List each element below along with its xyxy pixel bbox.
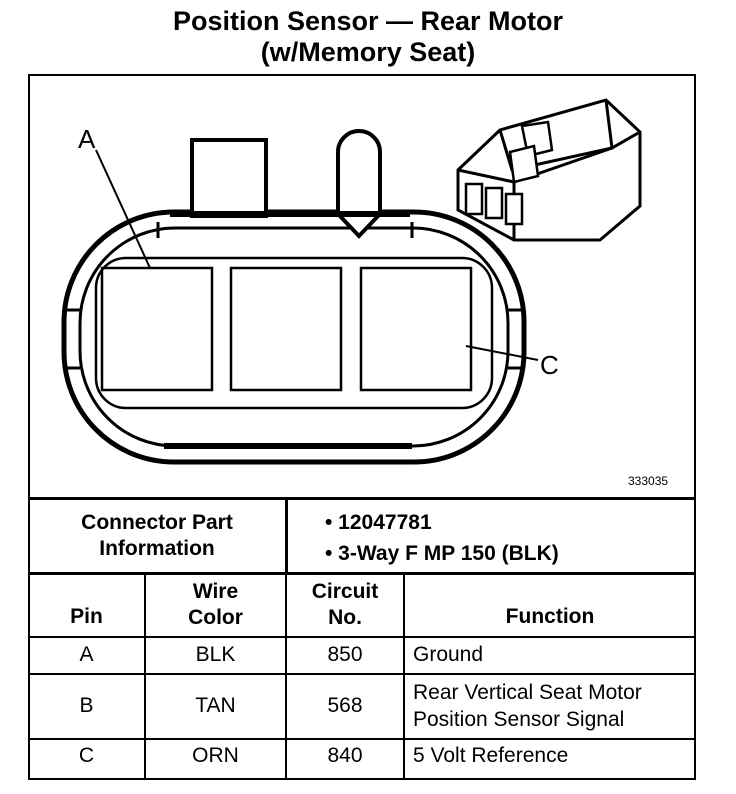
- connector-info-label-line1: Connector Part: [81, 511, 233, 534]
- leader-line-a: [96, 150, 150, 268]
- connector-housing-inner: [80, 228, 508, 446]
- connector-3d-sketch: [458, 100, 640, 240]
- header-wire-color: [145, 579, 286, 631]
- label-a: A: [78, 124, 96, 154]
- row-c-wire: ORN: [192, 744, 239, 767]
- page-title: Position Sensor — Rear Motor: [172, 6, 564, 36]
- row-c-function: 5 Volt Reference: [413, 744, 569, 767]
- pin-cavity-b: [231, 268, 341, 390]
- row-c-pin: C: [78, 744, 95, 767]
- header-function: Function: [505, 605, 595, 628]
- row-b-circuit: 568: [327, 694, 363, 717]
- row-b-function-line2: Position Sensor Signal: [413, 708, 625, 731]
- connector-type: • 3-Way F MP 150 (BLK): [325, 542, 559, 565]
- connector-info-label-line2: Information: [99, 537, 215, 560]
- row-c-circuit: 840: [327, 744, 363, 767]
- connector-key-arrow: [338, 131, 380, 236]
- connector-info-label: [28, 510, 286, 562]
- cavity-wall: [96, 258, 492, 408]
- row-b-function-line1: Rear Vertical Seat Motor: [413, 681, 642, 704]
- row-a-pin: A: [79, 643, 94, 666]
- header-circuit-line1: Circuit: [311, 580, 379, 603]
- row-b-pin: B: [79, 694, 94, 717]
- header-pin: Pin: [70, 605, 103, 628]
- pin-cavity-a: [102, 268, 212, 390]
- row-b-function: [413, 679, 693, 733]
- label-c: C: [540, 350, 559, 380]
- figure-number: 333035: [628, 474, 669, 488]
- row-a-circuit: 850: [327, 643, 363, 666]
- header-circuit-no: [286, 579, 404, 631]
- connector-housing-outer: [64, 212, 524, 462]
- connector-info-items: [325, 507, 685, 569]
- header-wire-color-line1: Wire: [192, 580, 239, 603]
- pin-cavity-c: [361, 268, 471, 390]
- header-circuit-line2: No.: [328, 606, 362, 629]
- row-a-function: Ground: [413, 643, 484, 666]
- row-b-wire: TAN: [195, 694, 236, 717]
- header-wire-color-line2: Color: [188, 606, 243, 629]
- row-a-wire: BLK: [195, 643, 236, 666]
- leader-line-c: [466, 346, 538, 360]
- connector-part-number: • 12047781: [325, 511, 432, 534]
- page-subtitle: (w/Memory Seat): [260, 37, 476, 67]
- connector-top-tab: [192, 140, 266, 216]
